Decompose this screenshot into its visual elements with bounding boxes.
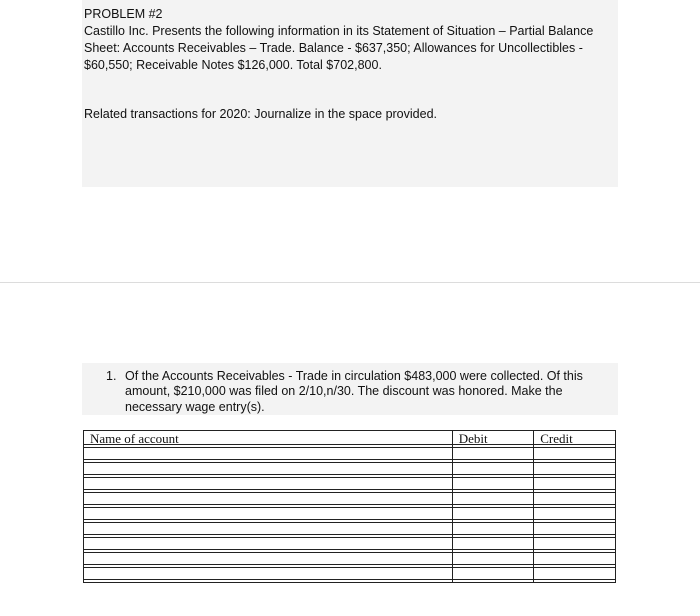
debit-cell[interactable] xyxy=(452,523,534,538)
debit-cell[interactable] xyxy=(452,493,534,508)
item-line-2: amount, $210,000 was filed on 2/10,n/30. The discount was honored. Make the xyxy=(125,384,563,398)
account-cell[interactable] xyxy=(84,478,453,493)
header-credit: Credit xyxy=(534,431,616,448)
credit-cell[interactable] xyxy=(534,523,616,538)
intro-line-2: Sheet: Accounts Receivables – Trade. Balance - $637,350; Allowances for Uncollectibles - xyxy=(84,41,583,55)
debit-cell[interactable] xyxy=(452,508,534,523)
credit-cell[interactable] xyxy=(534,478,616,493)
credit-cell[interactable] xyxy=(534,463,616,478)
item-line-1: Of the Accounts Receivables - Trade in circulation $483,000 were collected. Of this xyxy=(125,369,583,383)
table-row xyxy=(84,493,616,508)
instruction-text: Related transactions for 2020: Journalize in the space provided. xyxy=(84,107,437,121)
table-row xyxy=(84,478,616,493)
account-cell[interactable] xyxy=(84,568,453,583)
credit-cell[interactable] xyxy=(534,508,616,523)
credit-cell[interactable] xyxy=(534,448,616,463)
account-cell[interactable] xyxy=(84,463,453,478)
account-cell[interactable] xyxy=(84,493,453,508)
debit-cell[interactable] xyxy=(452,568,534,583)
journal-header-row xyxy=(84,431,616,448)
debit-cell[interactable] xyxy=(452,478,534,493)
problem-heading: PROBLEM #2 xyxy=(84,7,163,21)
table-row xyxy=(84,568,616,583)
table-row xyxy=(84,463,616,478)
header-debit: Debit xyxy=(452,431,534,448)
debit-cell[interactable] xyxy=(452,448,534,463)
account-cell[interactable] xyxy=(84,508,453,523)
account-cell[interactable] xyxy=(84,538,453,553)
header-account: Name of account xyxy=(84,431,453,448)
problem-panel xyxy=(82,0,618,187)
table-row xyxy=(84,538,616,553)
debit-cell[interactable] xyxy=(452,553,534,568)
account-cell[interactable] xyxy=(84,448,453,463)
item-line-3: necessary wage entry(s). xyxy=(125,400,265,414)
debit-cell[interactable] xyxy=(452,538,534,553)
credit-cell[interactable] xyxy=(534,538,616,553)
debit-cell[interactable] xyxy=(452,463,534,478)
account-cell[interactable] xyxy=(84,553,453,568)
table-row xyxy=(84,508,616,523)
item-number: 1. xyxy=(106,369,117,383)
transaction-item xyxy=(82,363,618,415)
page-divider xyxy=(0,282,700,283)
intro-line-3: $60,550; Receivable Notes $126,000. Total $702,800. xyxy=(84,58,382,72)
journal-table xyxy=(83,430,616,583)
journal-body xyxy=(84,448,616,583)
table-row xyxy=(84,553,616,568)
table-row xyxy=(84,448,616,463)
intro-line-1: Castillo Inc. Presents the following information in its Statement of Situation – Partial Balance xyxy=(84,24,594,38)
account-cell[interactable] xyxy=(84,523,453,538)
credit-cell[interactable] xyxy=(534,553,616,568)
table-row xyxy=(84,523,616,538)
credit-cell[interactable] xyxy=(534,493,616,508)
credit-cell[interactable] xyxy=(534,568,616,583)
